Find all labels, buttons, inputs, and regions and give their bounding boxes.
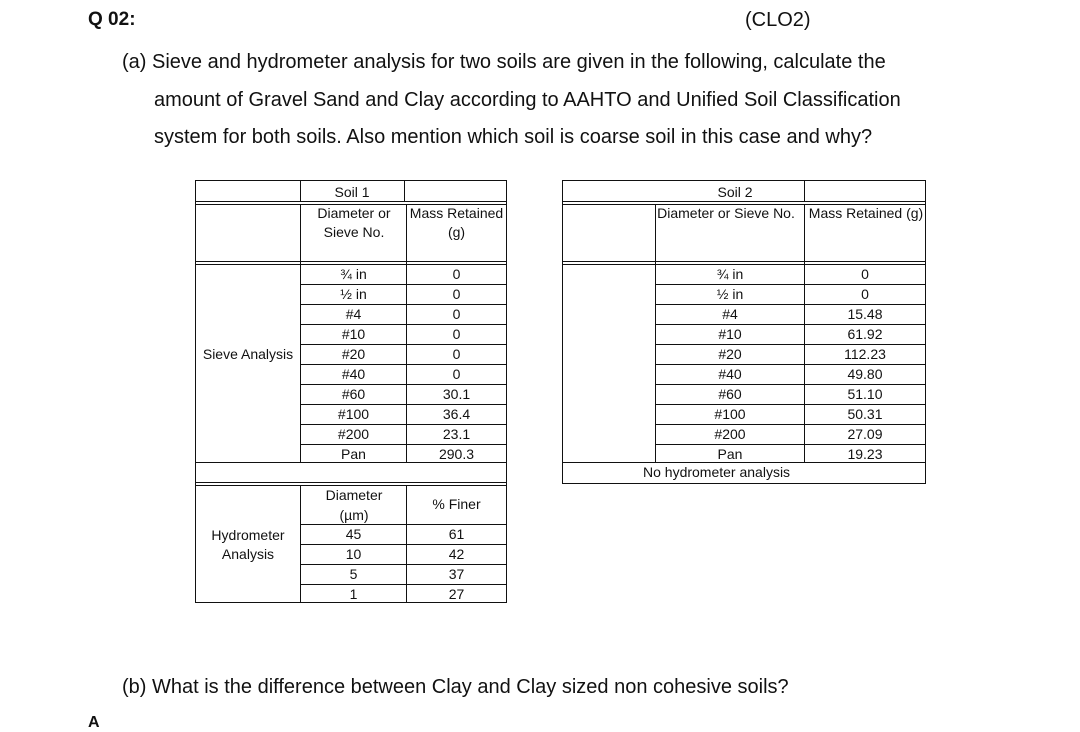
soil2-sieve-size-cell: ½ in <box>716 286 744 302</box>
soil2-sieve-mass-cell: 112.23 <box>844 346 886 362</box>
clo-label: (CLO2) <box>745 9 811 31</box>
soil1-hydro-finer-cell: 61 <box>448 526 465 542</box>
soil2-sieve-mass-cell: 0 <box>861 286 869 302</box>
soil2-sieve-mass-cell: 61.92 <box>847 326 883 342</box>
soil2-sieve-mass-cell: 15.48 <box>847 306 883 322</box>
soil1-sieve-size-cell: #200 <box>337 426 370 442</box>
soil1-sieve-mass-cell: 0 <box>452 266 461 282</box>
soil2-sieve-size-cell: #60 <box>718 386 742 402</box>
soil1-hydro-finer-cell: 37 <box>448 566 465 582</box>
soil2-sieve-mass-cell: 27.09 <box>847 426 883 442</box>
soil2-sieve-size-cell: #10 <box>718 326 742 342</box>
soil1-sieve-mass-cell: 0 <box>452 306 461 322</box>
part-a-line-3: system for both soils. Also mention which soil is coarse soil in this case and why? <box>154 126 873 148</box>
soil1-hydro-d-cell: 5 <box>349 566 358 582</box>
soil2-title: Soil 2 <box>717 184 753 200</box>
soil1-sieve-size-cell: #100 <box>337 406 370 422</box>
soil1-sieve-size-cell: #10 <box>341 326 366 342</box>
soil1-hydro-finer-cell: 42 <box>448 546 465 562</box>
question-number: Q 02: <box>88 9 136 30</box>
soil1-sieve-mass-cell: 0 <box>452 346 461 362</box>
soil1-sieve-mass-cell: 290.3 <box>438 446 475 462</box>
soil1-hydro-d-cell: 1 <box>349 586 358 602</box>
soil2-sieve-size-cell: #20 <box>718 346 742 362</box>
soil1-sieve-mass-cell: 30.1 <box>442 386 471 402</box>
part-a-line-2: amount of Gravel Sand and Clay according to AAHTO and Unified Soil Classification <box>154 88 901 111</box>
soil2-sieve-size-cell: #4 <box>722 306 738 322</box>
soil1-hydro-col-finer: % Finer <box>432 496 481 512</box>
soil1-sieve-size-cell: #4 <box>345 306 362 322</box>
soil1-title: Soil 1 <box>334 184 370 200</box>
soil1-col-mass: Mass Retained (g) <box>409 205 504 240</box>
soil1-sieve-size-cell: ½ in <box>340 286 367 302</box>
soil1-sieve-size-cell: ¾ in <box>340 266 367 282</box>
soil2-sieve-mass-cell: 0 <box>861 266 869 282</box>
soil1-sieve-size-cell: #40 <box>341 366 366 382</box>
soil1-sieve-mass-cell: 23.1 <box>442 426 471 442</box>
soil1-hydro-d-cell: 10 <box>345 546 362 562</box>
soil2-sieve-mass-cell: 50.31 <box>847 406 883 422</box>
question-part-b: (b) What is the difference between Clay and Clay sized non cohesive soils? <box>122 676 789 698</box>
soil2-sieve-mass-cell: 49.80 <box>847 366 883 382</box>
soil1-col-diameter: Diameter or Sieve No. <box>317 205 391 240</box>
soil1-sieve-size-cell: Pan <box>341 446 366 462</box>
soil2-sieve-size-cell: #40 <box>718 366 742 382</box>
part-a-line-1: (a) Sieve and hydrometer analysis for two soils are given in the following, calculate the <box>122 51 886 73</box>
soil1-sieve-mass-cell: 0 <box>452 366 461 382</box>
soil2-sieve-size-cell: #200 <box>714 426 746 442</box>
soil2-sieve-mass-cell: 19.23 <box>847 446 883 462</box>
soil1-sieve-size-cell: #60 <box>341 386 366 402</box>
soil2-sieve-size-cell: #100 <box>714 406 746 422</box>
soil1-sieve-mass-cell: 0 <box>452 326 461 342</box>
soil1-sieve-mass-cell: 36.4 <box>442 406 471 422</box>
page-corner-glyph: A <box>88 714 100 731</box>
soil1-sieve-mass-cell: 0 <box>452 286 461 302</box>
soil2-sieve-size-cell: ¾ in <box>716 266 744 282</box>
soil1-hydro-label: Hydrometer Analysis <box>211 527 285 562</box>
soil2-note: No hydrometer analysis <box>643 464 791 480</box>
soil2-sieve-mass-cell: 51.10 <box>847 386 883 402</box>
soil1-hydro-finer-cell: 27 <box>448 586 465 602</box>
soil1-sieve-label: Sieve Analysis <box>202 346 294 362</box>
soil2-table <box>562 180 926 484</box>
soil1-sieve-size-cell: #20 <box>341 346 366 362</box>
soil1-table <box>195 180 507 603</box>
soil2-col-mass: Mass Retained (g) <box>808 205 924 221</box>
soil2-sieve-size-cell: Pan <box>717 446 743 462</box>
question-part-a <box>122 44 1002 157</box>
soil2-col-diameter: Diameter or Sieve No. <box>657 205 795 221</box>
soil1-hydro-d-cell: 45 <box>345 526 362 542</box>
soil1-hydro-col-diameter: Diameter (µm) <box>325 487 383 523</box>
